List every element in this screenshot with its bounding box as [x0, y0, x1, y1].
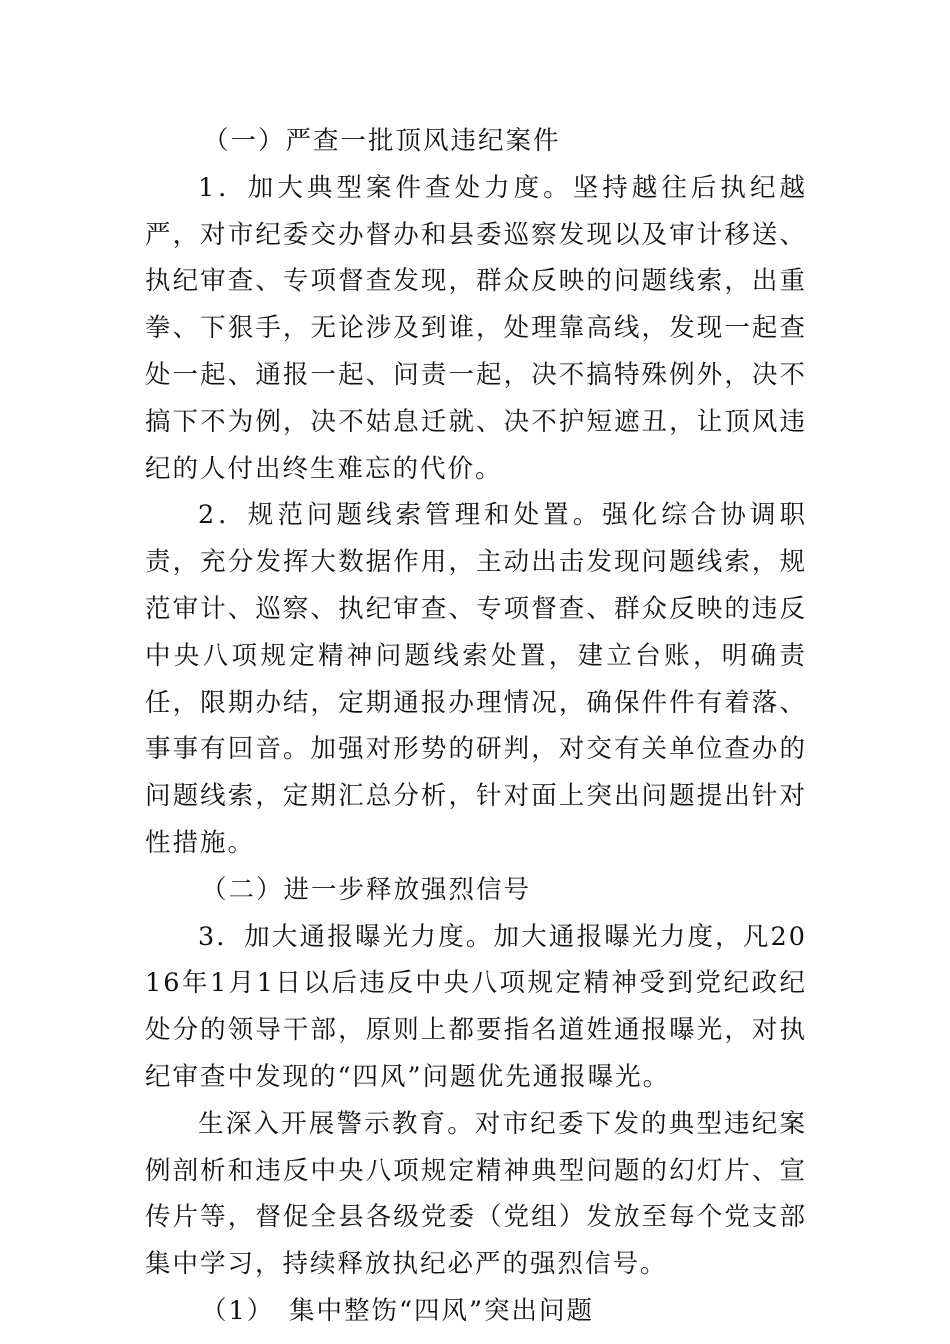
section-heading-2: （二）进一步释放强烈信号: [201, 874, 532, 905]
section-heading-1: （一）严查一批顶风违纪案件: [203, 126, 561, 156]
section-heading-3: （1） 集中整饬“四风”突出问题: [201, 1295, 595, 1326]
document-body: [145, 118, 807, 1335]
paragraph-item-2: 2．规范问题线索管理和处置。强化综合协调职责，充分发挥大数据作用，主动出击发现问题线索，规范审计、巡察、执纪审查、专项督查、群众反映的违反中央八项规定精神问题线索处置，建立台账，明确责任，限期办结，定期通报办理情况，确保件件有着落、事事有回音。加强对形势的研判，对交有关单位查办的问题线索，定期汇总分析，针对面上突出问题提出针对性措施。: [145, 500, 807, 858]
paragraph-item-3: 3．加大通报曝光力度。加大通报曝光力度，凡2016年1月1日以后违反中央八项规定精神受到党纪政纪处分的领导干部，原则上都要指名道姓通报曝光，对执纪审查中发现的“四风”问题优先通报曝光。: [145, 921, 807, 1092]
paragraph-item-1: 1．加大典型案件查处力度。坚持越往后执纪越严，对市纪委交办督办和县委巡察发现以及审计移送、执纪审查、专项督查发现，群众反映的问题线索，出重拳、下狠手，无论涉及到谁，处理靠高线，发现一起查处一起、通报一起、问责一起，决不搞特殊例外，决不搞下不为例，决不姑息迁就、决不护短遮丑，让顶风违纪的人付出终生难忘的代价。: [145, 172, 807, 484]
paragraph-item-4: 生深入开展警示教育。对市纪委下发的典型违纪案例剖析和违反中央八项规定精神典型问题的幻灯片、宣传片等，督促全县各级党委（党组）发放至每个党支部集中学习，持续释放执纪必严的强烈信号。: [145, 1108, 807, 1280]
